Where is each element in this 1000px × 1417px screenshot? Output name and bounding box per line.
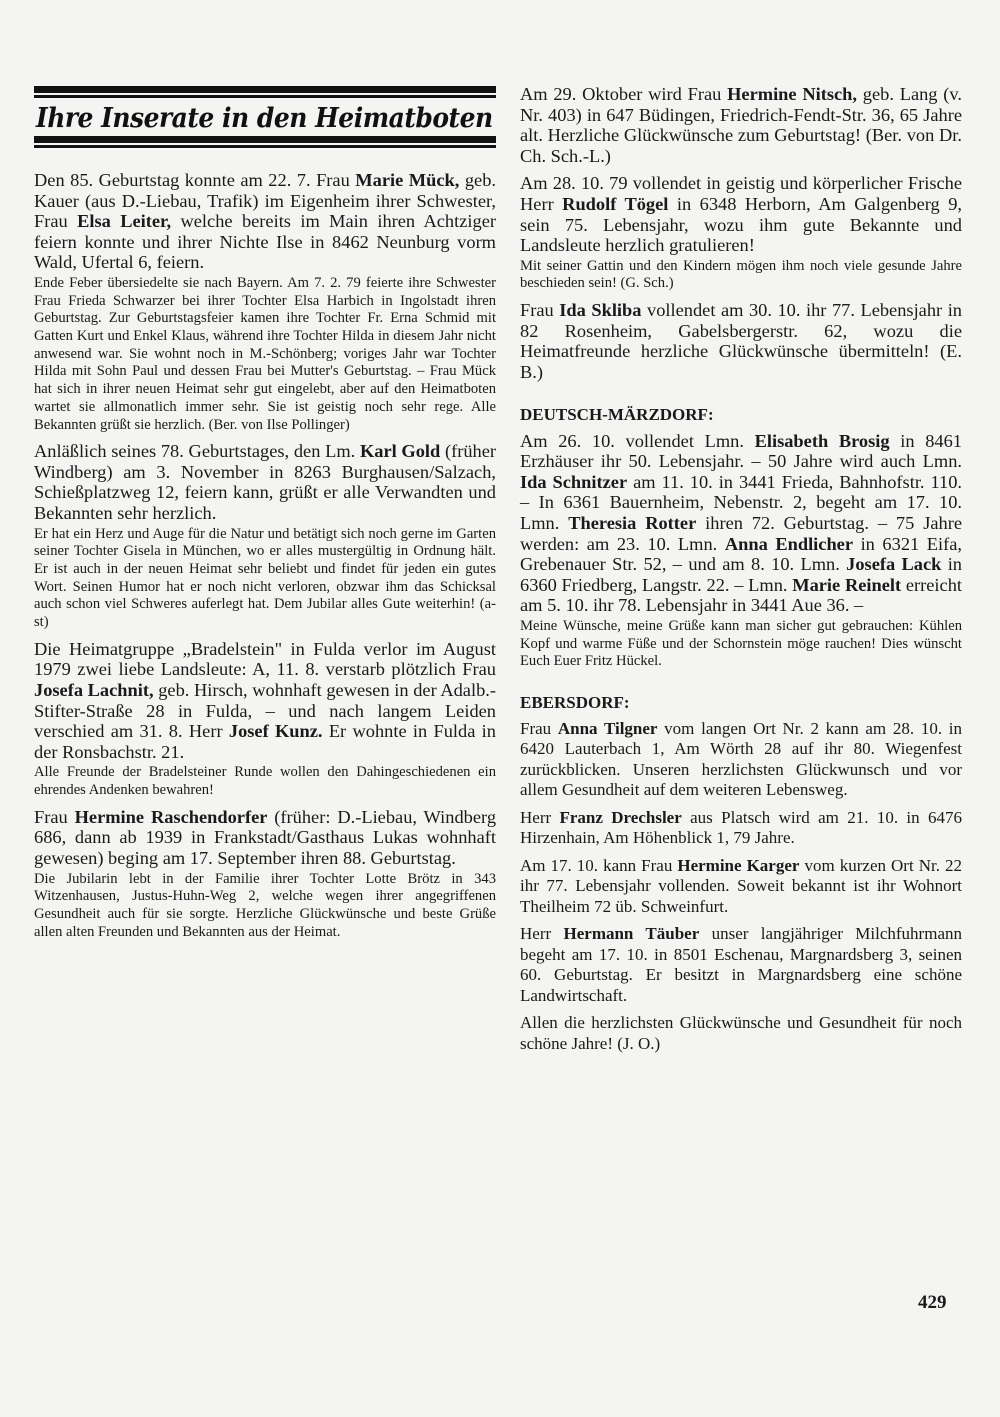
person-name: Elsa Leiter, (77, 211, 172, 232)
paragraph-text: in 6360 Friedberg, Langstr. 22. – Lmn. (520, 554, 962, 595)
paragraph-text: Mit seiner Gattin und den Kindern mögen ihm noch viele gesunde Jahre beschieden sein! (G. Sch.) (520, 257, 962, 292)
article-paragraph (520, 856, 962, 918)
paragraph-text: Frau (520, 718, 558, 738)
article-paragraph (520, 300, 962, 382)
paragraph-text: Herr (520, 807, 560, 827)
paragraph-text: (früher: D.-Liebau, Windberg 686, dann ab 1939 in Frankstadt/Gasthaus Lukas wohnhaft gewesen) beging am 17. September ihren 88. Geburtstag. (34, 806, 497, 869)
article-paragraph (520, 431, 962, 616)
paragraph-text: Am 17. 10. kann Frau (520, 855, 678, 875)
header-rule-bottom-thin (34, 145, 496, 148)
paragraph-text: Am 28. 10. 79 vollendet in geistig und körperlicher Frische Herr (520, 173, 962, 214)
paragraph-text: vom langen Ort Nr. 2 kann am 28. 10. in 6420 Lauterbach 1, Am Wörth 28 auf ihr 80. Wiegenfest zurückblicken. Unseren herzlichsten Glückwunsch und vor allem Gesundheit auf dem weiteren Lebensweg. (520, 718, 962, 800)
paragraph-text: Frau (34, 806, 75, 827)
paragraph-text: Den 85. Geburtstag konnte am 22. 7. Frau (34, 170, 356, 190)
person-name: Josefa Lack (846, 554, 942, 575)
paragraph-text: in 6348 Herborn, Am Galgenberg 9, sein 75. Lebensjahr, wozu ihm gute Bekannte und Landsleute herzlich gratulieren! (520, 193, 962, 256)
paragraph-text: Meine Wünsche, meine Grüße kann man sicher gut gebrauchen: Kühlen Kopf und warme Füße und der Schornstein möge rauchen! Dies wünscht Euch Euer Fritz Hückel. (520, 617, 962, 670)
person-name: Elisabeth Brosig (754, 430, 890, 451)
paragraph-text: Frau (520, 300, 560, 321)
person-name: Hermine Nitsch, (727, 84, 858, 104)
person-name: Josefa Lachnit, (34, 680, 154, 701)
paragraph-text: in 8461 Erzhäuser ihr 50. Lebensjahr. – 50 Jahre wird auch Lmn. (520, 430, 962, 472)
paragraph-text: ihren 72. Geburtstag. – 75 Jahre werden: am 23. 10. Lmn. (520, 512, 962, 554)
paragraph-text: am 11. 10. in 3441 Frieda, Bahnhofstr. 110. – In 6361 Bauernheim, Nebenstr. 2, begeht am 17. 10. Lmn. (520, 471, 962, 533)
person-name: Hermine Karger (677, 855, 800, 875)
article-paragraph (520, 808, 962, 849)
header-rule-top (34, 86, 496, 93)
person-name: Marie Mück, (355, 170, 460, 190)
paragraph-text: vom kurzen Ort Nr. 22 ihr 77. Lebensjahr vollenden. Soweit bekannt ist ihr Wohnort Theilheim 72 üb. Schweinfurt. (520, 855, 962, 916)
person-name: Josef Kunz. (228, 721, 323, 742)
article-paragraph (34, 441, 496, 523)
paragraph-text: Herr (520, 924, 564, 944)
paragraph-text: EBERSDORF: (520, 692, 630, 712)
person-name: Anna Tilgner (557, 718, 658, 738)
paragraph-text: geb. Lang (v. Nr. 403) in 647 Büdingen, Friedrich-Fendt-Str. 36, 65 Jahre alt. Herzliche Glückwünsche zum Geburtstag! (Ber. von Dr. Ch. Sch.-L.) (520, 84, 962, 166)
right-column (520, 84, 962, 1061)
article-paragraph (520, 84, 962, 166)
person-name: Ida Schnitzer (520, 471, 628, 492)
paragraph-text: in 6321 Eifa, Grebenauer Str. 52, – und am 8. 10. Lmn. (520, 533, 963, 575)
person-name: Karl Gold (359, 441, 441, 462)
article-paragraph (520, 173, 962, 255)
paragraph-text: Am 26. 10. vollendet Lmn. (520, 430, 755, 451)
article-paragraph (520, 924, 962, 1006)
paragraph-text: erreicht am 5. 10. ihr 78. Lebensjahr in 3441 Aue 36. – (520, 574, 963, 616)
article-paragraph (34, 170, 496, 273)
article-paragraph (520, 618, 962, 671)
section-title: Ihre Inserate in den Heimatboten (36, 101, 493, 134)
person-name: Ida Skliba (559, 300, 642, 321)
paragraph-text: geb. Kauer (aus D.-Liebau, Trafik) im Eigenheim ihrer Schwester, Frau (34, 170, 496, 232)
paragraph-text: (früher Windberg) am 3. November in 8263 Burghausen/Salzach, Schießplatzweg 12, feiern kann, grüßt er alle Verwandten und Bekannten sehr herzlich. (34, 441, 496, 524)
article-paragraph (34, 275, 496, 434)
page-number: 429 (918, 1292, 947, 1313)
person-name: Rudolf Tögel (562, 193, 669, 214)
article-paragraph (34, 526, 496, 632)
paragraph-text: vollendet am 30. 10. ihr 77. Lebensjahr in 82 Rosenheim, Gabelsbergerstr. 62, wozu die Heimatfreunde herzliche Glückwünsche übermitteln! (E. B.) (520, 300, 962, 382)
article-paragraph (34, 764, 496, 799)
section-heading (520, 693, 962, 713)
article-paragraph (520, 258, 962, 293)
paragraph-text: DEUTSCH-MÄRZDORF: (520, 404, 714, 424)
article-paragraph (520, 719, 962, 801)
section-header (34, 86, 496, 148)
paragraph-text: geb. Hirsch, wohnhaft gewesen in der Adalb.-Stifter-Straße 28 in Fulda, – und nach langem Leiden verschied am 31. 8. Herr (34, 680, 496, 742)
paragraph-text: aus Platsch wird am 21. 10. in 6476 Hirzenhain, Am Höhenblick 1, 79 Jahre. (520, 807, 963, 848)
person-name: Marie Reinelt (792, 574, 902, 595)
paragraph-text: Anläßlich seines 78. Geburtstages, den Lm. (34, 441, 360, 462)
paragraph-text: unser langjähriger Milchfuhrmann begeht am 17. 10. in 8501 Eschenau, Margnardsberg 3, seinen 60. Geburtstag. Er besitzt in Margnardsberg eine schöne Landwirtschaft. (520, 924, 962, 1005)
paragraph-text: Er wohnte in Fulda in der Ronsbachstr. 21. (34, 721, 496, 762)
paragraph-text: welche bereits im Main ihren Achtziger feiern konnte und ihrer Nichte Ilse in 8462 Neunburg vorm Wald, Ufertal 6, feiern. (34, 211, 496, 273)
person-name: Theresia Rotter (568, 512, 697, 533)
paragraph-text: Allen die herzlichsten Glückwünsche und Gesundheit für noch schöne Jahre! (J. O.) (520, 1013, 962, 1053)
paragraph-text: Er hat ein Herz und Auge für die Natur und betätigt sich noch gerne im Garten seiner Tochter Gisela in München, wo er alles mustergültig in Ordnung hält. Er ist auch in der neuen Heimat sehr beliebt und findet für jeden ein gutes Wort. Seinen Humor hat er noch nicht verloren, obzwar ihm das Schicksal auch schon viel Schweres auferlegt hat. Dem Jubilar alles Gute weiterhin! (a-st) (34, 525, 496, 631)
section-heading (520, 405, 962, 425)
paragraph-text: Am 29. Oktober wird Frau (520, 84, 728, 104)
left-column (34, 170, 496, 948)
paragraph-text: Alle Freunde der Bradelsteiner Runde wollen den Dahingeschiedenen ein ehrendes Andenken bewahren! (34, 764, 496, 799)
person-name: Franz Drechsler (559, 807, 682, 827)
person-name: Hermann Täuber (563, 924, 700, 944)
article-paragraph (34, 639, 496, 763)
paragraph-text: Die Jubilarin lebt in der Familie ihrer Tochter Lotte Brötz in 343 Witzenhausen, Justus-Huhn-Weg 2, welche wegen ihrer angegriffenen Gesundheit auch für sie sorgte. Herzliche Glückwünsche und beste Grüße allen alten Freunden und Bekannten aus der Heimat. (34, 870, 496, 940)
paragraph-text: Ende Feber übersiedelte sie nach Bayern. Am 7. 2. 79 feierte ihre Schwester Frau Frieda Schwarzer bei ihrer Tochter Elsa Harbich in Ingolstadt ihren Geburtstag. Zur Geburtstagsfeier kamen ihre Tochter Fr. Erna Schmid mit Gatten Kurt und Enkel Klaus, während ihre Tochter Hilda in diesem Jahr nicht anwesend war. Sie wohnt noch in M.-Schönberg; voriges Jahr war Tochter Hilda mit Sohn Paul und dessen Frau bei Mutter's Geburtstag. – Frau Mück hat sich in ihrer neuen Heimat sehr gut eingelebt, aber auf den Heimatboten wartet sie allmonatlich immer sehr. Sie ist geistig noch sehr rege. Alle Bekannten grüßt sie herzlich. (Ber. von Ilse Pollinger) (34, 274, 496, 433)
article-paragraph (520, 1013, 962, 1054)
article-paragraph (34, 807, 496, 869)
article-paragraph (34, 871, 496, 942)
person-name: Hermine Raschendorfer (74, 806, 268, 827)
person-name: Anna Endlicher (724, 533, 853, 554)
paragraph-text: Die Heimatgruppe „Bradelstein" in Fulda verlor im August 1979 zwei liebe Landsleute: A, 11. 8. verstarb plötzlich Frau (34, 638, 496, 680)
